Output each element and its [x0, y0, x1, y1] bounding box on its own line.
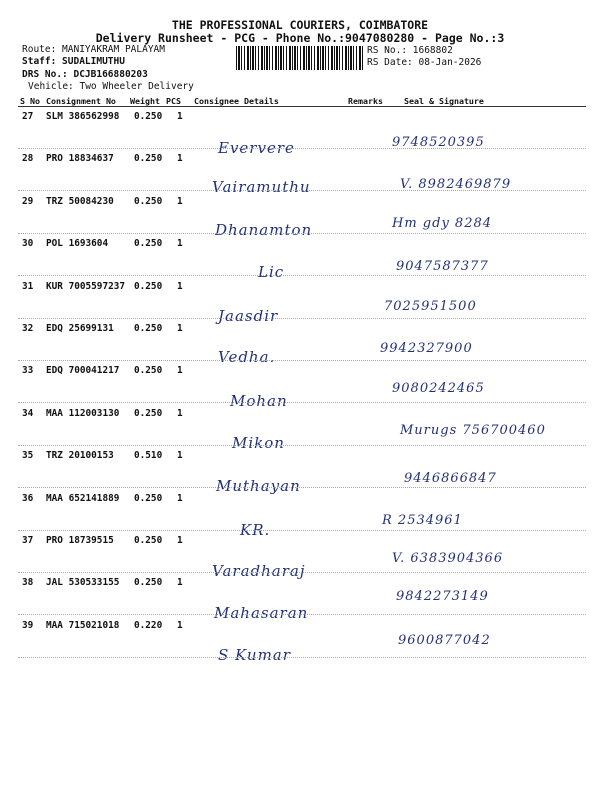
company-title: THE PROFESSIONAL COURIERS, COIMBATORE — [171, 18, 429, 32]
row-consignment-no: KUR 7005597237 — [46, 280, 126, 292]
row-weight: 0.250 — [134, 535, 163, 546]
row-pcs: 1 — [177, 323, 183, 334]
row-divider — [18, 318, 586, 319]
row-sno: 28 — [22, 153, 34, 165]
row-divider — [18, 233, 586, 234]
row-divider — [18, 360, 586, 361]
row-weight: 0.250 — [134, 407, 163, 419]
row-weight: 0.250 — [134, 238, 163, 250]
row-consignment-no: EDQ 700041217 — [46, 365, 120, 377]
row-sno: 33 — [22, 365, 34, 377]
row-consignment-no: TRZ 50084230 — [46, 195, 114, 207]
row-sno: 37 — [22, 535, 34, 546]
row-consignee-handwritten: Vedha. — [218, 348, 276, 366]
rs-date: RS Date: 08-Jan-2026 — [367, 57, 482, 68]
row-signature: R 2534961 — [382, 513, 463, 528]
col-seal-signature: Seal & Signature — [404, 96, 484, 106]
row-consignee-handwritten: Mohan — [230, 392, 288, 410]
row-consignment-no: PRO 18739515 — [46, 535, 114, 546]
barcode — [236, 46, 363, 70]
route-label: Route: MANIYAKRAM PALAYAM — [22, 44, 165, 55]
row-signature: 9748520395 — [392, 135, 485, 150]
row-signature: 7025951500 — [384, 299, 477, 314]
col-consignee: Consignee Details — [194, 96, 279, 106]
row-pcs: 1 — [177, 492, 183, 504]
row-pcs: 1 — [177, 407, 183, 419]
row-consignee-handwritten: Varadharaj — [212, 562, 306, 580]
row-weight: 0.250 — [134, 492, 163, 504]
row-consignment-no: SLM 386562998 — [46, 111, 120, 122]
row-sno: 35 — [22, 450, 34, 462]
row-sno: 34 — [22, 407, 34, 419]
rs-number: RS No.: 1668802 — [367, 45, 453, 56]
row-consignee-handwritten: Vairamuthu — [212, 178, 311, 196]
col-remarks: Remarks — [348, 96, 383, 106]
row-weight: 0.510 — [134, 450, 163, 462]
row-consignee-handwritten: Eververe — [218, 139, 295, 157]
row-weight: 0.250 — [134, 280, 163, 292]
row-consignment-no: TRZ 20100153 — [46, 450, 114, 462]
row-consignment-no: JAL 530533155 — [46, 577, 120, 589]
row-weight: 0.250 — [134, 577, 163, 589]
row-weight: 0.220 — [134, 619, 163, 631]
vehicle-label: Vehicle: Two Wheeler Delivery — [28, 81, 194, 92]
row-weight: 0.250 — [134, 323, 163, 334]
row-signature: 9080242465 — [392, 381, 485, 396]
staff-label: Staff: SUDALIMUTHU — [22, 56, 125, 67]
row-consignment-no: MAA 112003130 — [46, 407, 120, 419]
row-sno: 31 — [22, 280, 34, 292]
row-pcs: 1 — [177, 450, 183, 462]
row-consignment-no: POL 1693604 — [46, 238, 109, 250]
col-sno: S No — [20, 96, 40, 106]
row-sno: 38 — [22, 577, 34, 589]
row-divider — [18, 275, 586, 276]
row-divider — [18, 190, 586, 191]
row-consignee-handwritten: Jaasdir — [218, 307, 279, 325]
row-divider — [18, 487, 586, 488]
row-signature: 9446866847 — [404, 471, 497, 486]
row-pcs: 1 — [177, 238, 183, 250]
row-weight: 0.250 — [134, 111, 163, 122]
row-divider — [18, 148, 586, 149]
row-weight: 0.250 — [134, 195, 163, 207]
row-divider — [18, 572, 586, 573]
row-divider — [18, 530, 586, 531]
row-consignee-handwritten: S Kumar — [218, 646, 291, 664]
row-sno: 29 — [22, 195, 34, 207]
row-pcs: 1 — [177, 111, 183, 122]
row-consignee-handwritten: Muthayan — [216, 477, 301, 495]
row-pcs: 1 — [177, 619, 183, 631]
row-signature: 9942327900 — [380, 341, 473, 356]
row-sno: 36 — [22, 492, 34, 504]
row-divider — [18, 445, 586, 446]
row-pcs: 1 — [177, 535, 183, 546]
row-consignee-handwritten: Mikon — [232, 434, 285, 452]
row-pcs: 1 — [177, 153, 183, 165]
row-pcs: 1 — [177, 577, 183, 589]
row-divider — [18, 614, 586, 615]
row-divider — [18, 402, 586, 403]
row-consignee-handwritten: Mahasaran — [214, 604, 309, 622]
row-consignment-no: PRO 18834637 — [46, 153, 114, 165]
row-signature: 9047587377 — [396, 259, 489, 274]
row-sno: 39 — [22, 619, 34, 631]
row-sno: 27 — [22, 111, 34, 122]
row-pcs: 1 — [177, 195, 183, 207]
row-pcs: 1 — [177, 280, 183, 292]
row-pcs: 1 — [177, 365, 183, 377]
header-divider — [18, 106, 586, 107]
row-divider — [18, 657, 586, 658]
row-consignee-handwritten: KR. — [240, 521, 271, 539]
row-signature: V. 6383904366 — [392, 551, 504, 566]
row-signature: Hm gdy 8284 — [392, 216, 493, 231]
row-weight: 0.250 — [134, 365, 163, 377]
row-signature: V. 8982469879 — [400, 177, 512, 192]
row-sno: 30 — [22, 238, 34, 250]
row-signature: Murugs 756700460 — [400, 423, 546, 438]
row-consignment-no: MAA 652141889 — [46, 492, 120, 504]
row-consignee-handwritten: Dhanamton — [215, 221, 313, 239]
row-weight: 0.250 — [134, 153, 163, 165]
row-consignee-handwritten: Lic — [258, 263, 285, 281]
col-consignment: Consignment No — [46, 96, 116, 106]
col-pcs: PCS — [166, 96, 181, 106]
row-sno: 32 — [22, 323, 34, 334]
row-consignment-no: MAA 715021018 — [46, 619, 120, 631]
drs-number: DRS No.: DCJB166880203 — [22, 69, 148, 80]
row-signature: 9842273149 — [396, 589, 489, 604]
row-signature: 9600877042 — [398, 633, 491, 648]
row-consignment-no: EDQ 25699131 — [46, 323, 114, 334]
col-weight: Weight — [130, 96, 160, 106]
runsheet-subtitle: Delivery Runsheet - PCG - Phone No.:9047080280 - Page No.:3 — [95, 31, 505, 45]
